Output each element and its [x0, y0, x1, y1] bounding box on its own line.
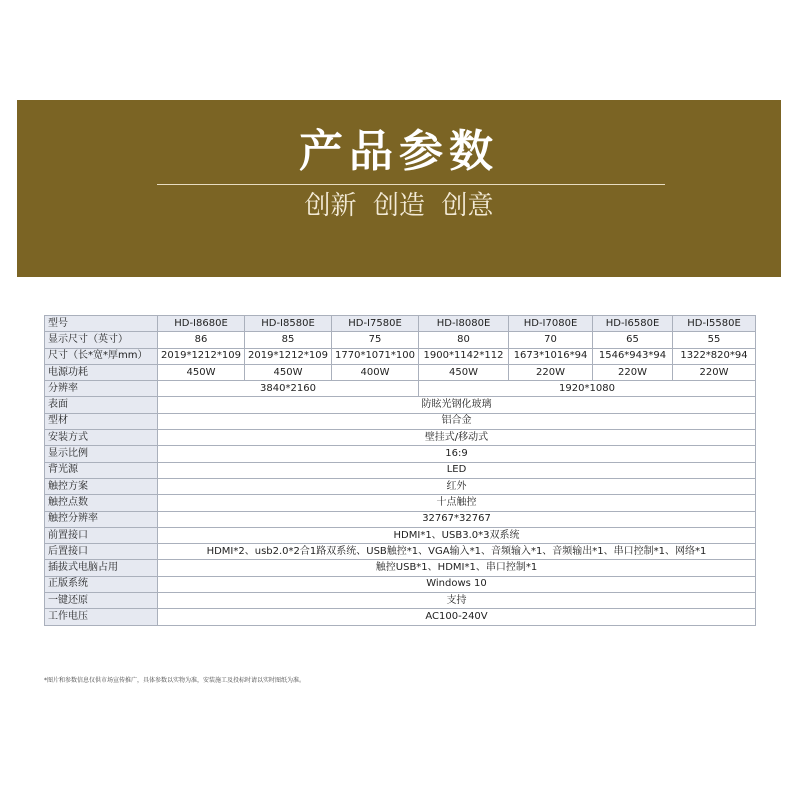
model-cell: HD-I8680E	[158, 316, 245, 332]
table-cell: 1322*820*94	[673, 348, 756, 364]
table-cell: 32767*32767	[158, 511, 756, 527]
table-row	[45, 495, 756, 511]
table-cell: 红外	[158, 478, 756, 494]
row-label: 显示尺寸（英寸）	[45, 332, 158, 348]
row-label: 一键还原	[45, 593, 158, 609]
title-banner	[17, 100, 781, 277]
table-row-model	[45, 316, 756, 332]
table-cell: 1673*1016*94	[509, 348, 593, 364]
model-cell: HD-I8580E	[245, 316, 332, 332]
table-cell: 铝合金	[158, 413, 756, 429]
table-row	[45, 593, 756, 609]
row-label: 表面	[45, 397, 158, 413]
banner-title: 产品参数	[299, 126, 499, 177]
row-label: 触控方案	[45, 478, 158, 494]
banner-subtitle: 创新 创造 创意	[304, 191, 494, 221]
table-cell: 防眩光钢化玻璃	[158, 397, 756, 413]
model-cell: HD-I7080E	[509, 316, 593, 332]
table-cell: 2019*1212*109	[158, 348, 245, 364]
model-cell: HD-I6580E	[593, 316, 673, 332]
table-cell: 触控USB*1、HDMI*1、串口控制*1	[158, 560, 756, 576]
model-cell: HD-I7580E	[332, 316, 419, 332]
table-cell: 450W	[245, 364, 332, 380]
table-cell: 86	[158, 332, 245, 348]
table-row	[45, 462, 756, 478]
row-label: 型材	[45, 413, 158, 429]
table-cell: 1546*943*94	[593, 348, 673, 364]
table-cell: 220W	[593, 364, 673, 380]
table-cell: 220W	[673, 364, 756, 380]
model-cell: HD-I5580E	[673, 316, 756, 332]
table-cell: 85	[245, 332, 332, 348]
table-row	[45, 511, 756, 527]
table-row	[45, 527, 756, 543]
table-cell: 十点触控	[158, 495, 756, 511]
table-cell: HDMI*2、usb2.0*2合1路双系统、USB触控*1、VGA输入*1、音频输入*1、音频输出*1、串口控制*1、网络*1	[158, 544, 756, 560]
table-cell: 壁挂式/移动式	[158, 430, 756, 446]
row-label: 显示比例	[45, 446, 158, 462]
table-cell: 16:9	[158, 446, 756, 462]
table-row-dimensions	[45, 348, 756, 364]
row-label: 电源功耗	[45, 364, 158, 380]
row-label: 后置接口	[45, 544, 158, 560]
row-label: 插拔式电脑占用	[45, 560, 158, 576]
table-row	[45, 544, 756, 560]
row-label: 型号	[45, 316, 158, 332]
table-cell: AC100-240V	[158, 609, 756, 625]
row-label: 触控分辨率	[45, 511, 158, 527]
model-cell: HD-I8080E	[419, 316, 509, 332]
table-cell: LED	[158, 462, 756, 478]
table-row-size	[45, 332, 756, 348]
table-cell: 70	[509, 332, 593, 348]
table-row	[45, 576, 756, 592]
table-cell: 80	[419, 332, 509, 348]
row-label: 触控点数	[45, 495, 158, 511]
table-cell: 55	[673, 332, 756, 348]
row-label: 背光源	[45, 462, 158, 478]
row-label: 尺寸（长*宽*厚mm）	[45, 348, 158, 364]
row-label: 安装方式	[45, 430, 158, 446]
table-cell: 450W	[158, 364, 245, 380]
table-cell: 1900*1142*112	[419, 348, 509, 364]
table-cell: 1770*1071*100	[332, 348, 419, 364]
table-row	[45, 413, 756, 429]
table-row-resolution	[45, 381, 756, 397]
row-label: 正版系统	[45, 576, 158, 592]
table-cell: 400W	[332, 364, 419, 380]
table-cell: 450W	[419, 364, 509, 380]
table-row	[45, 560, 756, 576]
table-cell: Windows 10	[158, 576, 756, 592]
table-cell: 2019*1212*109	[245, 348, 332, 364]
table-cell: 220W	[509, 364, 593, 380]
table-row	[45, 478, 756, 494]
table-cell: 75	[332, 332, 419, 348]
table-row-power	[45, 364, 756, 380]
row-label: 前置接口	[45, 527, 158, 543]
row-label: 分辨率	[45, 381, 158, 397]
table-cell: 65	[593, 332, 673, 348]
table-cell: 1920*1080	[419, 381, 756, 397]
table-row	[45, 397, 756, 413]
table-cell: 支持	[158, 593, 756, 609]
table-cell: 3840*2160	[158, 381, 419, 397]
table-row	[45, 446, 756, 462]
table-row	[45, 430, 756, 446]
footnote: *图片和参数信息仅供市场宣传推广，具体参数以实物为准，安装施工及投标时请以实时图纸为准。	[44, 677, 306, 684]
banner-divider	[157, 184, 665, 185]
row-label: 工作电压	[45, 609, 158, 625]
table-cell: HDMI*1、USB3.0*3双系统	[158, 527, 756, 543]
spec-table	[44, 315, 756, 626]
table-row	[45, 609, 756, 625]
